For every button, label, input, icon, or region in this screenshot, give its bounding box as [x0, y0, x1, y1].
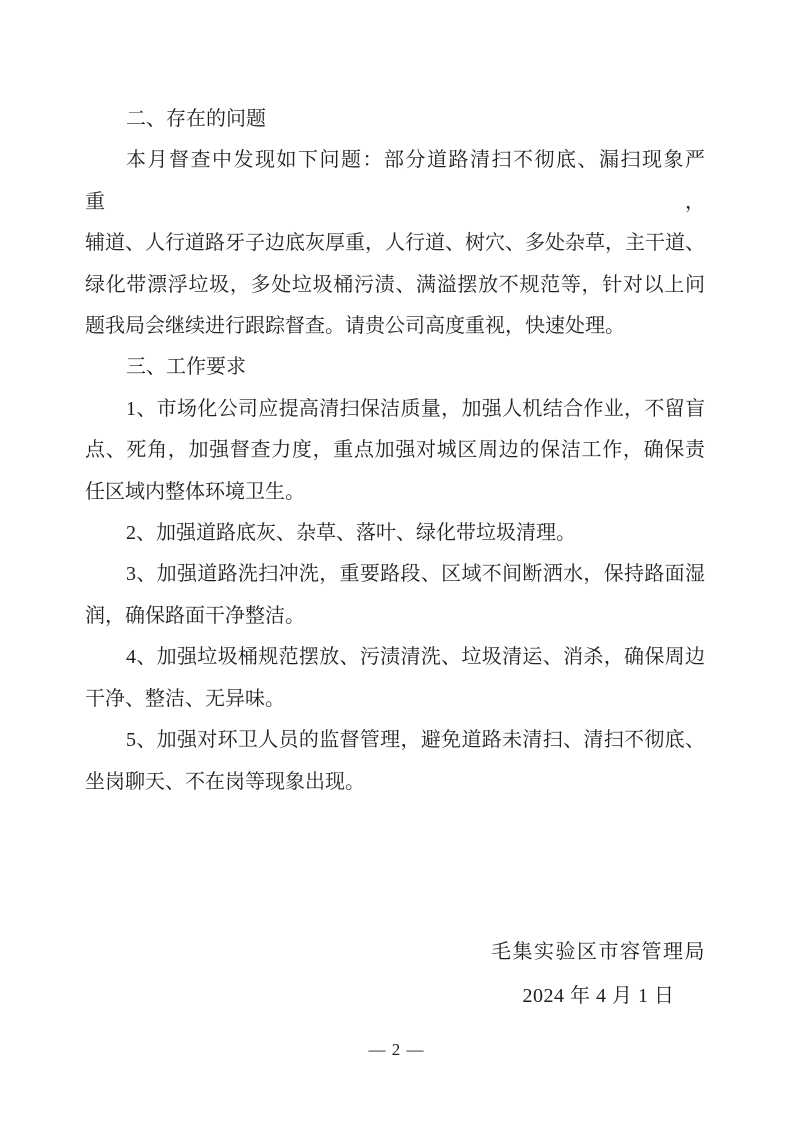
text-line: 4、加强垃圾桶规范摆放、污渍清洗、垃圾清运、消杀，确保周边 [126, 646, 705, 669]
text-line: 坐岗聊天、不在岗等现象出现。 [85, 770, 365, 793]
heading-line: 三、工作要求 [126, 356, 246, 379]
text-line: 3、加强道路洗扫冲洗，重要路段、区域不间断洒水，保持路面湿 [126, 563, 705, 586]
text-line: 绿化带漂浮垃圾，多处垃圾桶污渍、满溢摆放不规范等，针对以上问 [85, 273, 705, 296]
signature-org-name: 毛集实验区市容管理局 [491, 941, 706, 963]
page-number: — 2 — [368, 1040, 425, 1059]
text-line: 2、加强道路底灰、杂草、落叶、绿化带垃圾清理。 [126, 522, 576, 545]
text-line: 题我局会继续进行跟踪督查。请贵公司高度重视，快速处理。 [85, 315, 625, 338]
text-line: 5、加强对环卫人员的监督管理，避免道路未清扫、清扫不彻底、 [126, 729, 705, 752]
signature-date: 2024 年 4 月 1 日 [522, 985, 675, 1007]
text-line: 任区域内整体环境卫生。 [85, 480, 305, 503]
text-line: 点、死角，加强督查力度，重点加强对城区周边的保洁工作，确保责 [85, 439, 705, 462]
text-line: 润，确保路面干净整洁。 [85, 604, 305, 627]
text-line: 干净、整洁、无异味。 [85, 687, 285, 710]
heading-line: 二、存在的问题 [126, 108, 266, 130]
text-line: 1、市场化公司应提高清扫保洁质量，加强人机结合作业，不留盲 [126, 397, 705, 420]
signature-block [491, 930, 706, 1018]
text-line: 辅道、人行道路牙子边底灰厚重，人行道、树穴、多处杂草，主干道、 [85, 232, 705, 255]
text-line: 本月督查中发现如下问题：部分道路清扫不彻底、漏扫现象严重， [85, 149, 705, 213]
document-body [85, 99, 705, 803]
